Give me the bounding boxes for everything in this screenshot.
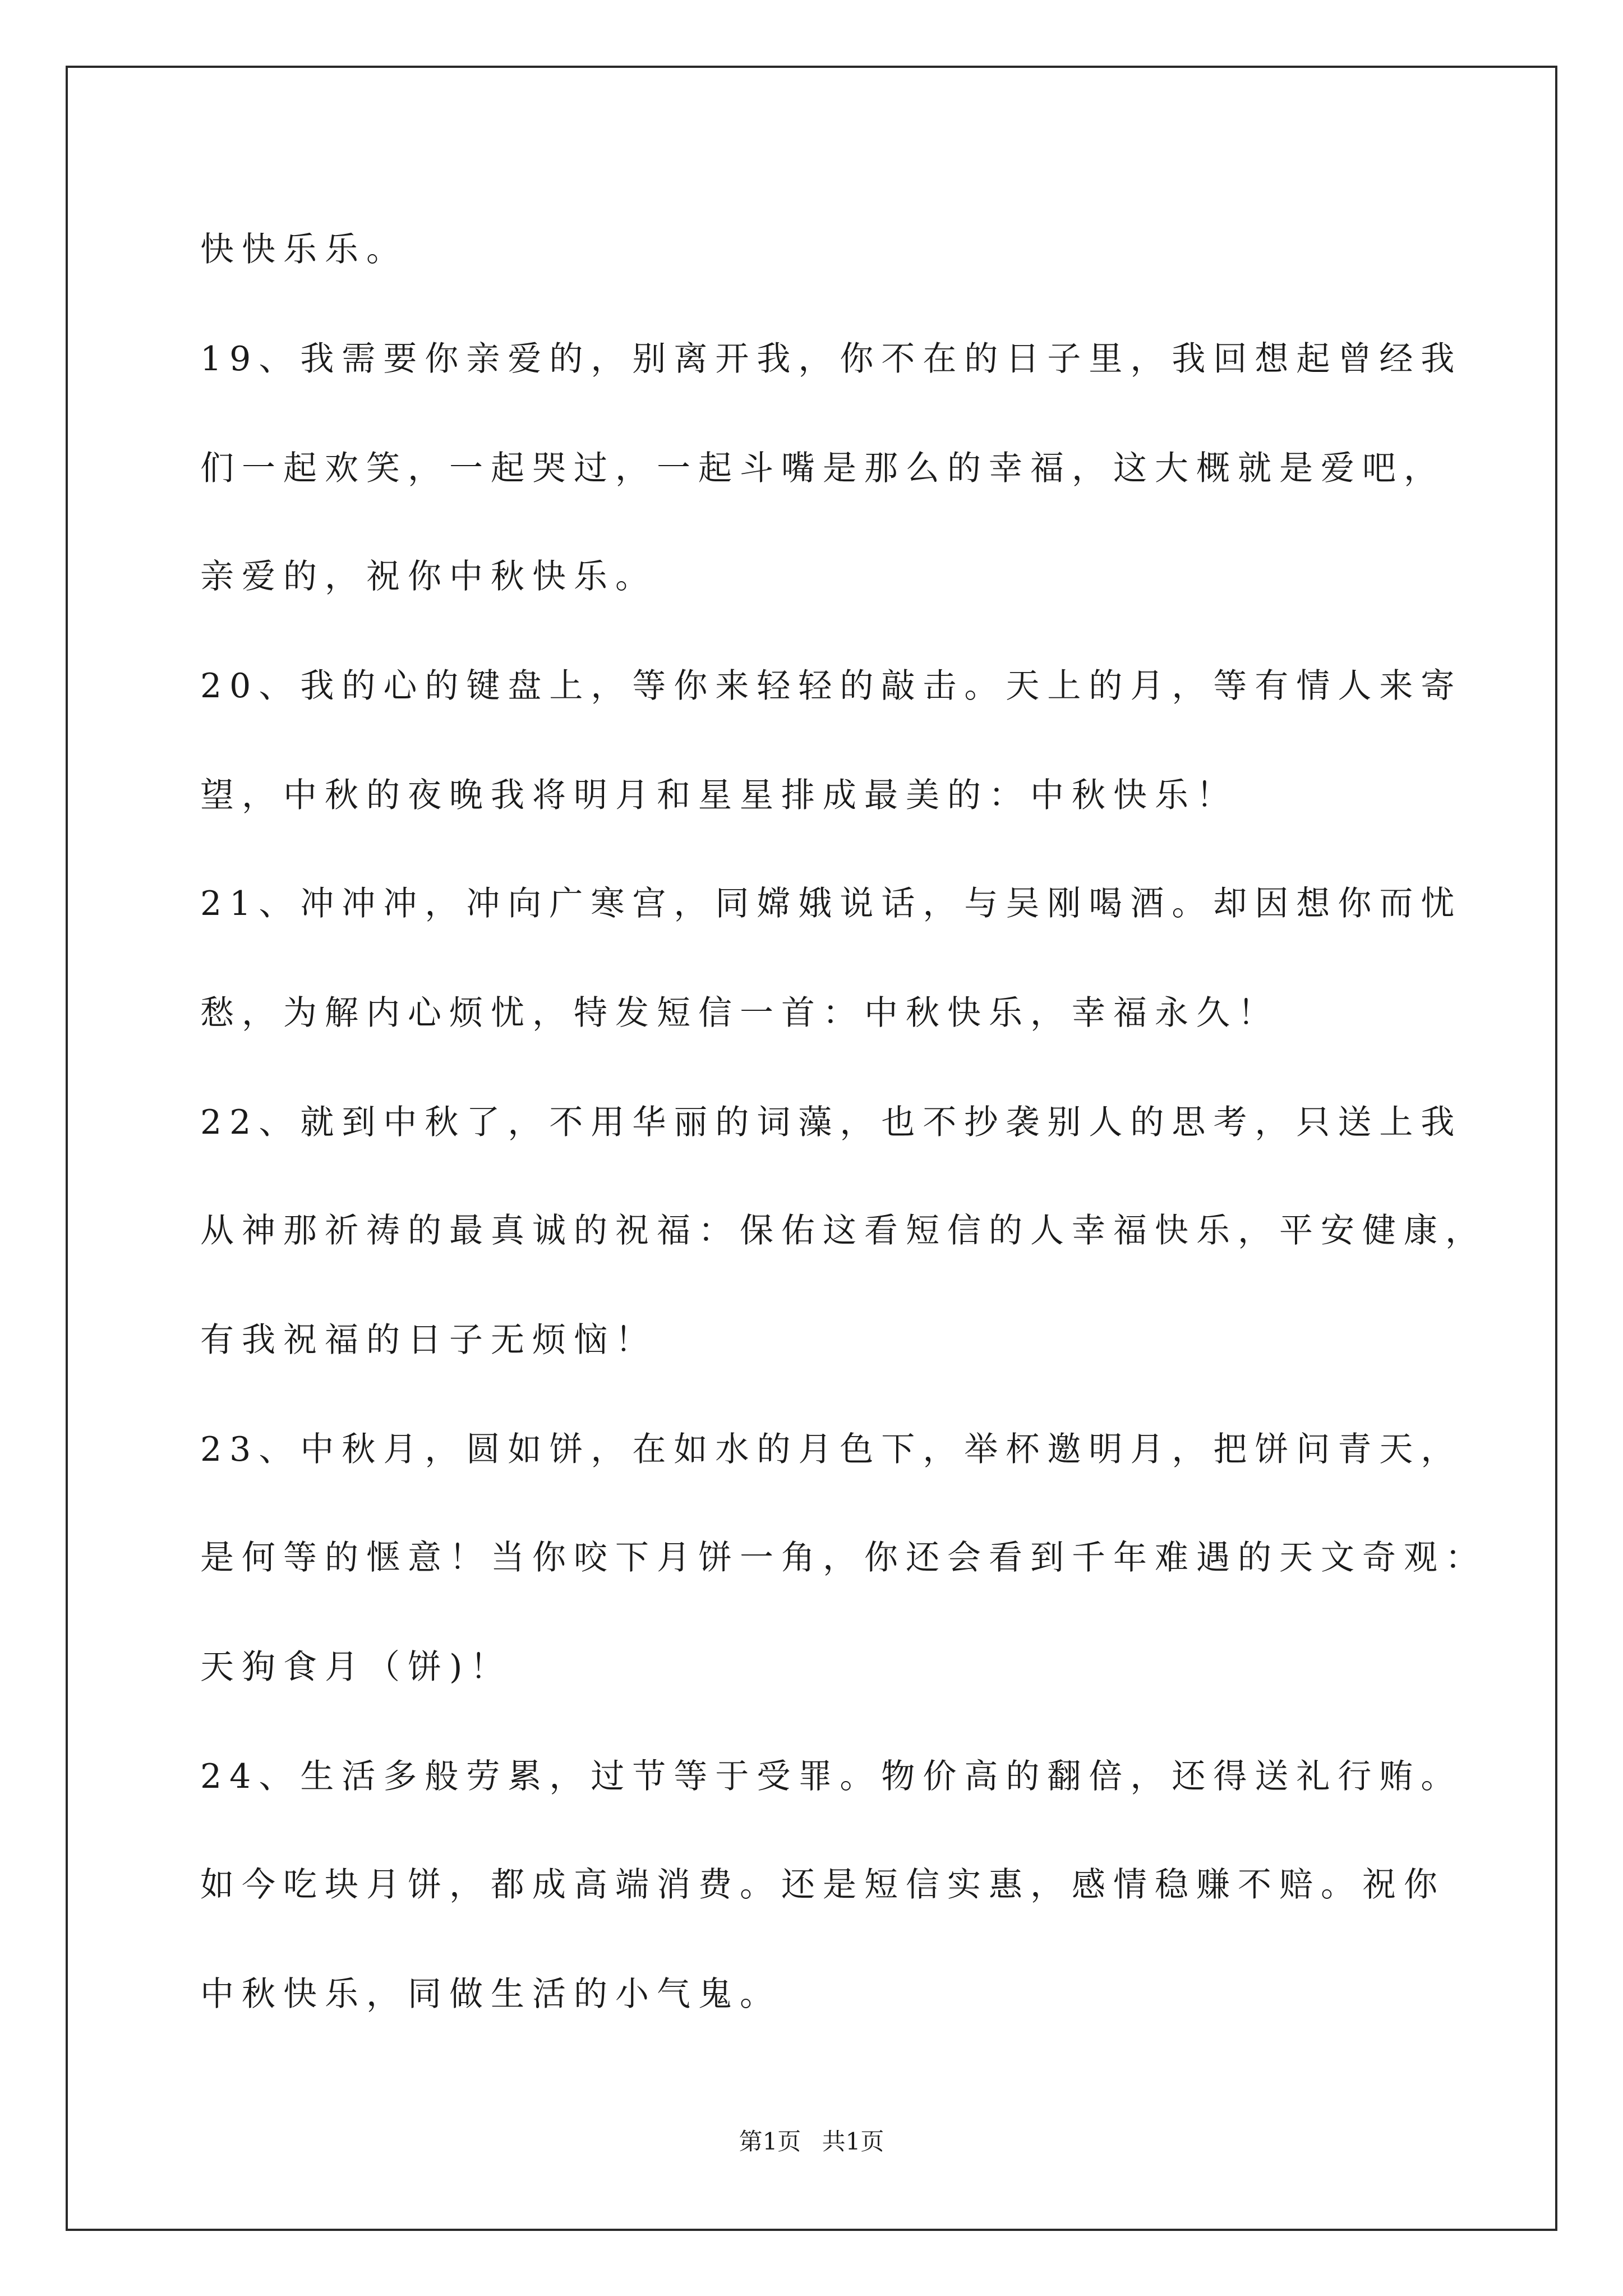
text-line: 有我祝福的日子无烦恼！: [200, 1320, 657, 1360]
text-line: 快快乐乐。: [200, 230, 408, 269]
text-line: 23、中秋月，圆如饼，在如水的月色下，举杯邀明月，把饼问青天，: [200, 1430, 1463, 1469]
text-line: 们一起欢笑，一起哭过，一起斗嘴是那么的幸福，这大概就是爱吧，: [200, 449, 1445, 488]
text-line: 如今吃块月饼，都成高端消费。还是短信实惠，感情稳赚不赔。祝你: [200, 1865, 1445, 1904]
text-line: 天狗食月（饼)！: [200, 1648, 512, 1687]
text-line: 20、我的心的键盘上，等你来轻轻的敲击。天上的月，等有情人来寄: [200, 666, 1463, 706]
page-number-current: 第1页: [739, 2128, 801, 2155]
text-line: 愁，为解内心烦忧，特发短信一首：中秋快乐，幸福永久！: [200, 993, 1279, 1033]
text-line: 中秋快乐，同做生活的小气鬼。: [200, 1975, 781, 2014]
text-line: 是何等的惬意！当你咬下月饼一角，你还会看到千年难遇的天文奇观：: [200, 1538, 1487, 1577]
page-number-total: 共1页: [822, 2128, 884, 2155]
text-line: 望，中秋的夜晚我将明月和星星排成最美的：中秋快乐！: [200, 776, 1238, 815]
text-line: 19、我需要你亲爱的，别离开我，你不在的日子里，我回想起曾经我: [200, 339, 1463, 379]
text-line: 21、冲冲冲，冲向广寒宫，同嫦娥说话，与吴刚喝酒。却因想你而忧: [200, 884, 1463, 923]
text-line: 从神那祈祷的最真诚的祝福：保佑这看短信的人幸福快乐，平安健康，: [200, 1211, 1487, 1250]
text-line: 22、就到中秋了，不用华丽的词藻，也不抄袭别人的思考，只送上我: [200, 1103, 1463, 1142]
text-line: 24、生活多般劳累，过节等于受罪。物价高的翻倍，还得送礼行贿。: [200, 1757, 1463, 1796]
page-footer: [0, 2126, 1623, 2157]
text-line: 亲爱的，祝你中秋快乐。: [200, 557, 657, 596]
